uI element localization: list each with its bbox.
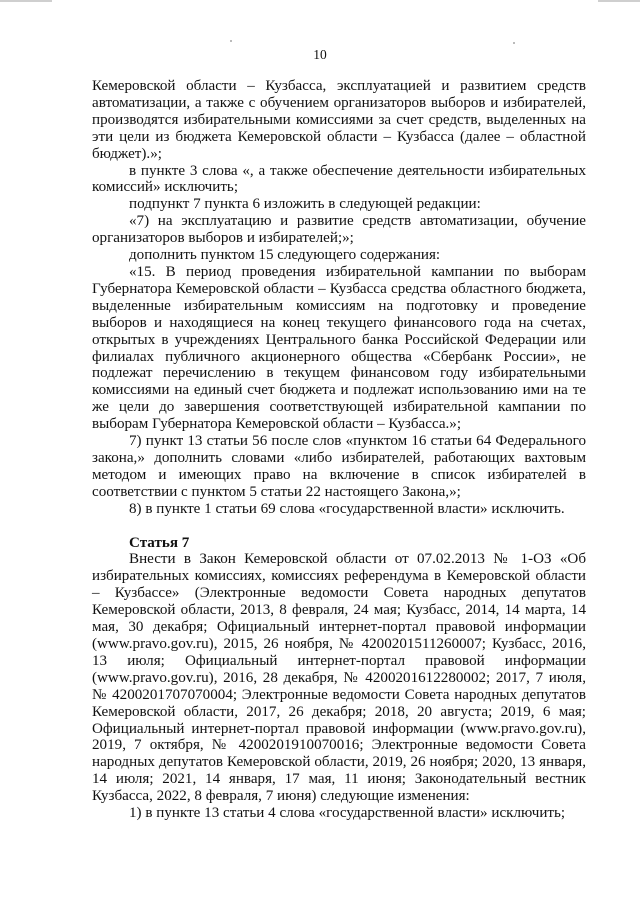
paragraph: «7) на эксплуатацию и развитие средств автоматизации, обучение организаторов выборов и избирателей;»; xyxy=(92,213,586,247)
paragraph: Внести в Закон Кемеровской области от 07.02.2013 № 1-ОЗ «Об избирательных комиссиях, комиссиях референдума в Кемеровской области – Кузбассе» (Электронные ведомости Совета народных депутатов Кемеровской области, 2013, 8 февраля, 24 мая; Кузбасс, 2014, 14 марта, 14 мая, 30 декабря; Официальный интернет-портал правовой информации (www.pravo.gov.ru), 2015, 26 ноября, № 4200201511260007; Кузбасс, 2016, 13 июля; Официальный интернет-портал правовой информации (www.pravo.gov.ru), 2016, 28 декабря, № 4200201612280002; 2017, 7 июля, № 4200201707070004; Электронные ведомости Совета народных депутатов Кемеровской области, 2017, 26 декабря; 2018, 20 августа; 2019, 6 мая; Официальный интернет-портал правовой информации (www.pravo.gov.ru), 2019, 7 октября, № 4200201910070016; Электронные ведомости Совета народных депутатов Кемеровской области, 2019, 26 ноября; 2020, 13 января, 14 июля; 2021, 14 января, 17 мая, 11 июня; Законодательный вестник Кузбасса, 2022, 8 февраля, 7 июня) следующие изменения: xyxy=(92,551,586,805)
paragraph: 7) пункт 13 статьи 56 после слов «пунктом 16 статьи 64 Федерального закона,» дополнить словами «либо избирателей, работающих вахтовым методом и имеющих право на включение в список избирателей в соответствии с пунктом 5 статьи 22 настоящего Закона,»; xyxy=(92,433,586,500)
scan-artifact-speck xyxy=(513,42,515,44)
document-body xyxy=(92,78,586,822)
section-spacer xyxy=(92,518,586,535)
scan-artifact-speck xyxy=(230,40,232,42)
paragraph: дополнить пунктом 15 следующего содержания: xyxy=(129,247,441,264)
paragraph: подпункт 7 пункта 6 изложить в следующей редакции: xyxy=(129,196,481,213)
paragraph: в пункте 3 слова «, а также обеспечение деятельности избирательных комиссий» исключить; xyxy=(92,162,586,196)
paragraph: 1) в пункте 13 статьи 4 слова «государственной власти» исключить; xyxy=(129,805,566,822)
paragraph: 8) в пункте 1 статьи 69 слова «государственной власти» исключить. xyxy=(129,500,565,517)
paragraph: «15. В период проведения избирательной кампании по выборам Губернатора Кемеровской области – Кузбасса средства областного бюджета, выделенные избирательным комиссиям на подготовку и проведение выборов и находящиеся на конец текущего финансового года на счетах, открытых в учреждениях Центрального банка Российской Федерации или филиалах публичного акционерного общества «Сбербанк России», не подлежат перечислению в текущем финансовом году избирательными комиссиями на единый счет бюджета и подлежат использованию ими на те же цели до завершения соответствующей избирательной кампании по выборам Губернатора Кемеровской области – Кузбасса.»; xyxy=(92,263,586,433)
scan-artifact-top-right xyxy=(598,0,640,2)
page-number: 10 xyxy=(313,47,327,62)
article-heading: Статья 7 xyxy=(129,534,190,551)
scan-artifact-top-left xyxy=(0,0,52,2)
paragraph: Кемеровской области – Кузбасса, эксплуатацией и развитием средств автоматизации, а также с обучением организаторов выборов и избирателей, производятся избирательными комиссиями за счет средств, выделенных на эти цели из бюджета Кемеровской области – Кузбасса (далее – областной бюджет).»; xyxy=(92,78,586,162)
